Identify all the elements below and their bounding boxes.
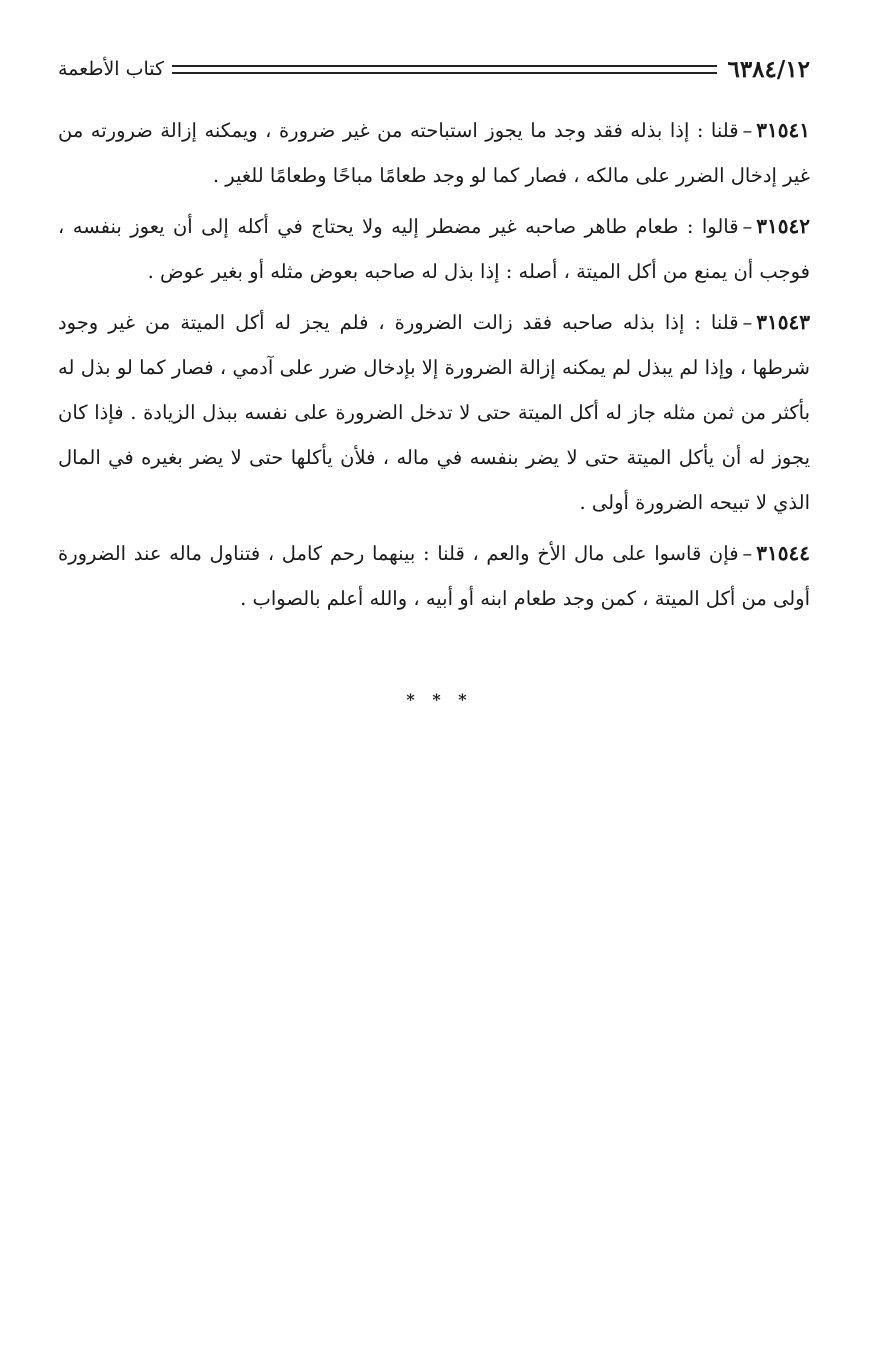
paragraph-number: ٣١٥٤٤	[756, 541, 810, 565]
paragraph-number: ٣١٥٤٢	[756, 214, 810, 238]
header-double-rule	[172, 65, 717, 74]
section-ornament: * * *	[406, 690, 473, 709]
paragraph-text: قلنا : إذا بذله فقد وجد ما يجوز استباحته من غير ضرورة ، ويمكنه إزالة ضرورته من غير إدخال الضرر على مالكه ، فصار كما لو وجد طعامًا مباحًا وطعامًا للغير .	[58, 119, 810, 187]
paragraph-31544	[58, 531, 810, 621]
paragraph-text: قلنا : إذا بذله صاحبه فقد زالت الضرورة ، فلم يجز له أكل الميتة من غير وجود شرطها ، وإذا لم يبذل لم يمكنه إزالة الضرورة إلا بإدخال ضرر على آدمي ، فصار كما لو بذل له بأكثر من ثمن مثله جاز له أكل الميتة حتى لا تدخل الضرورة على نفسه ببذل الزيادة . فإذا كان يجوز له أن يأكل الميتة حتى لا يضر بنفسه في ماله ، فلأن يأكلها حتى لا يضر بغيره في المال الذي لا تبيحه الضرورة أولى .	[58, 311, 810, 514]
paragraph-text: فإن قاسوا على مال الأخ والعم ، قلنا : بينهما رحم كامل ، فتناول ماله عند الضرورة أولى من أكل الميتة ، كمن وجد طعام ابنه أو أبيه ، والله أعلم بالصواب .	[58, 542, 810, 610]
running-header	[58, 52, 810, 86]
paragraph-dash: –	[742, 215, 753, 238]
paragraph-dash: –	[742, 311, 753, 334]
paragraph-number: ٣١٥٤٣	[756, 310, 810, 334]
paragraph-number: ٣١٥٤١	[756, 118, 810, 142]
paragraph-dash: –	[742, 119, 753, 142]
paragraph-dash: –	[742, 542, 753, 565]
book-title: كتاب الأطعمة	[58, 58, 165, 80]
paragraph-text: قالوا : طعام طاهر صاحبه غير مضطر إليه ولا يحتاج في أكله إلى أن يعوز بنفسه ، فوجب أن يمنع من أكل الميتة ، أصله : إذا بذل له صاحبه بعوض مثله أو بغير عوض .	[58, 215, 810, 283]
paragraph-31542	[58, 204, 810, 294]
document-body	[58, 108, 810, 627]
page-number: ٦٣٨٤/١٢	[727, 55, 810, 83]
paragraph-31543	[58, 300, 810, 525]
paragraph-31541	[58, 108, 810, 198]
